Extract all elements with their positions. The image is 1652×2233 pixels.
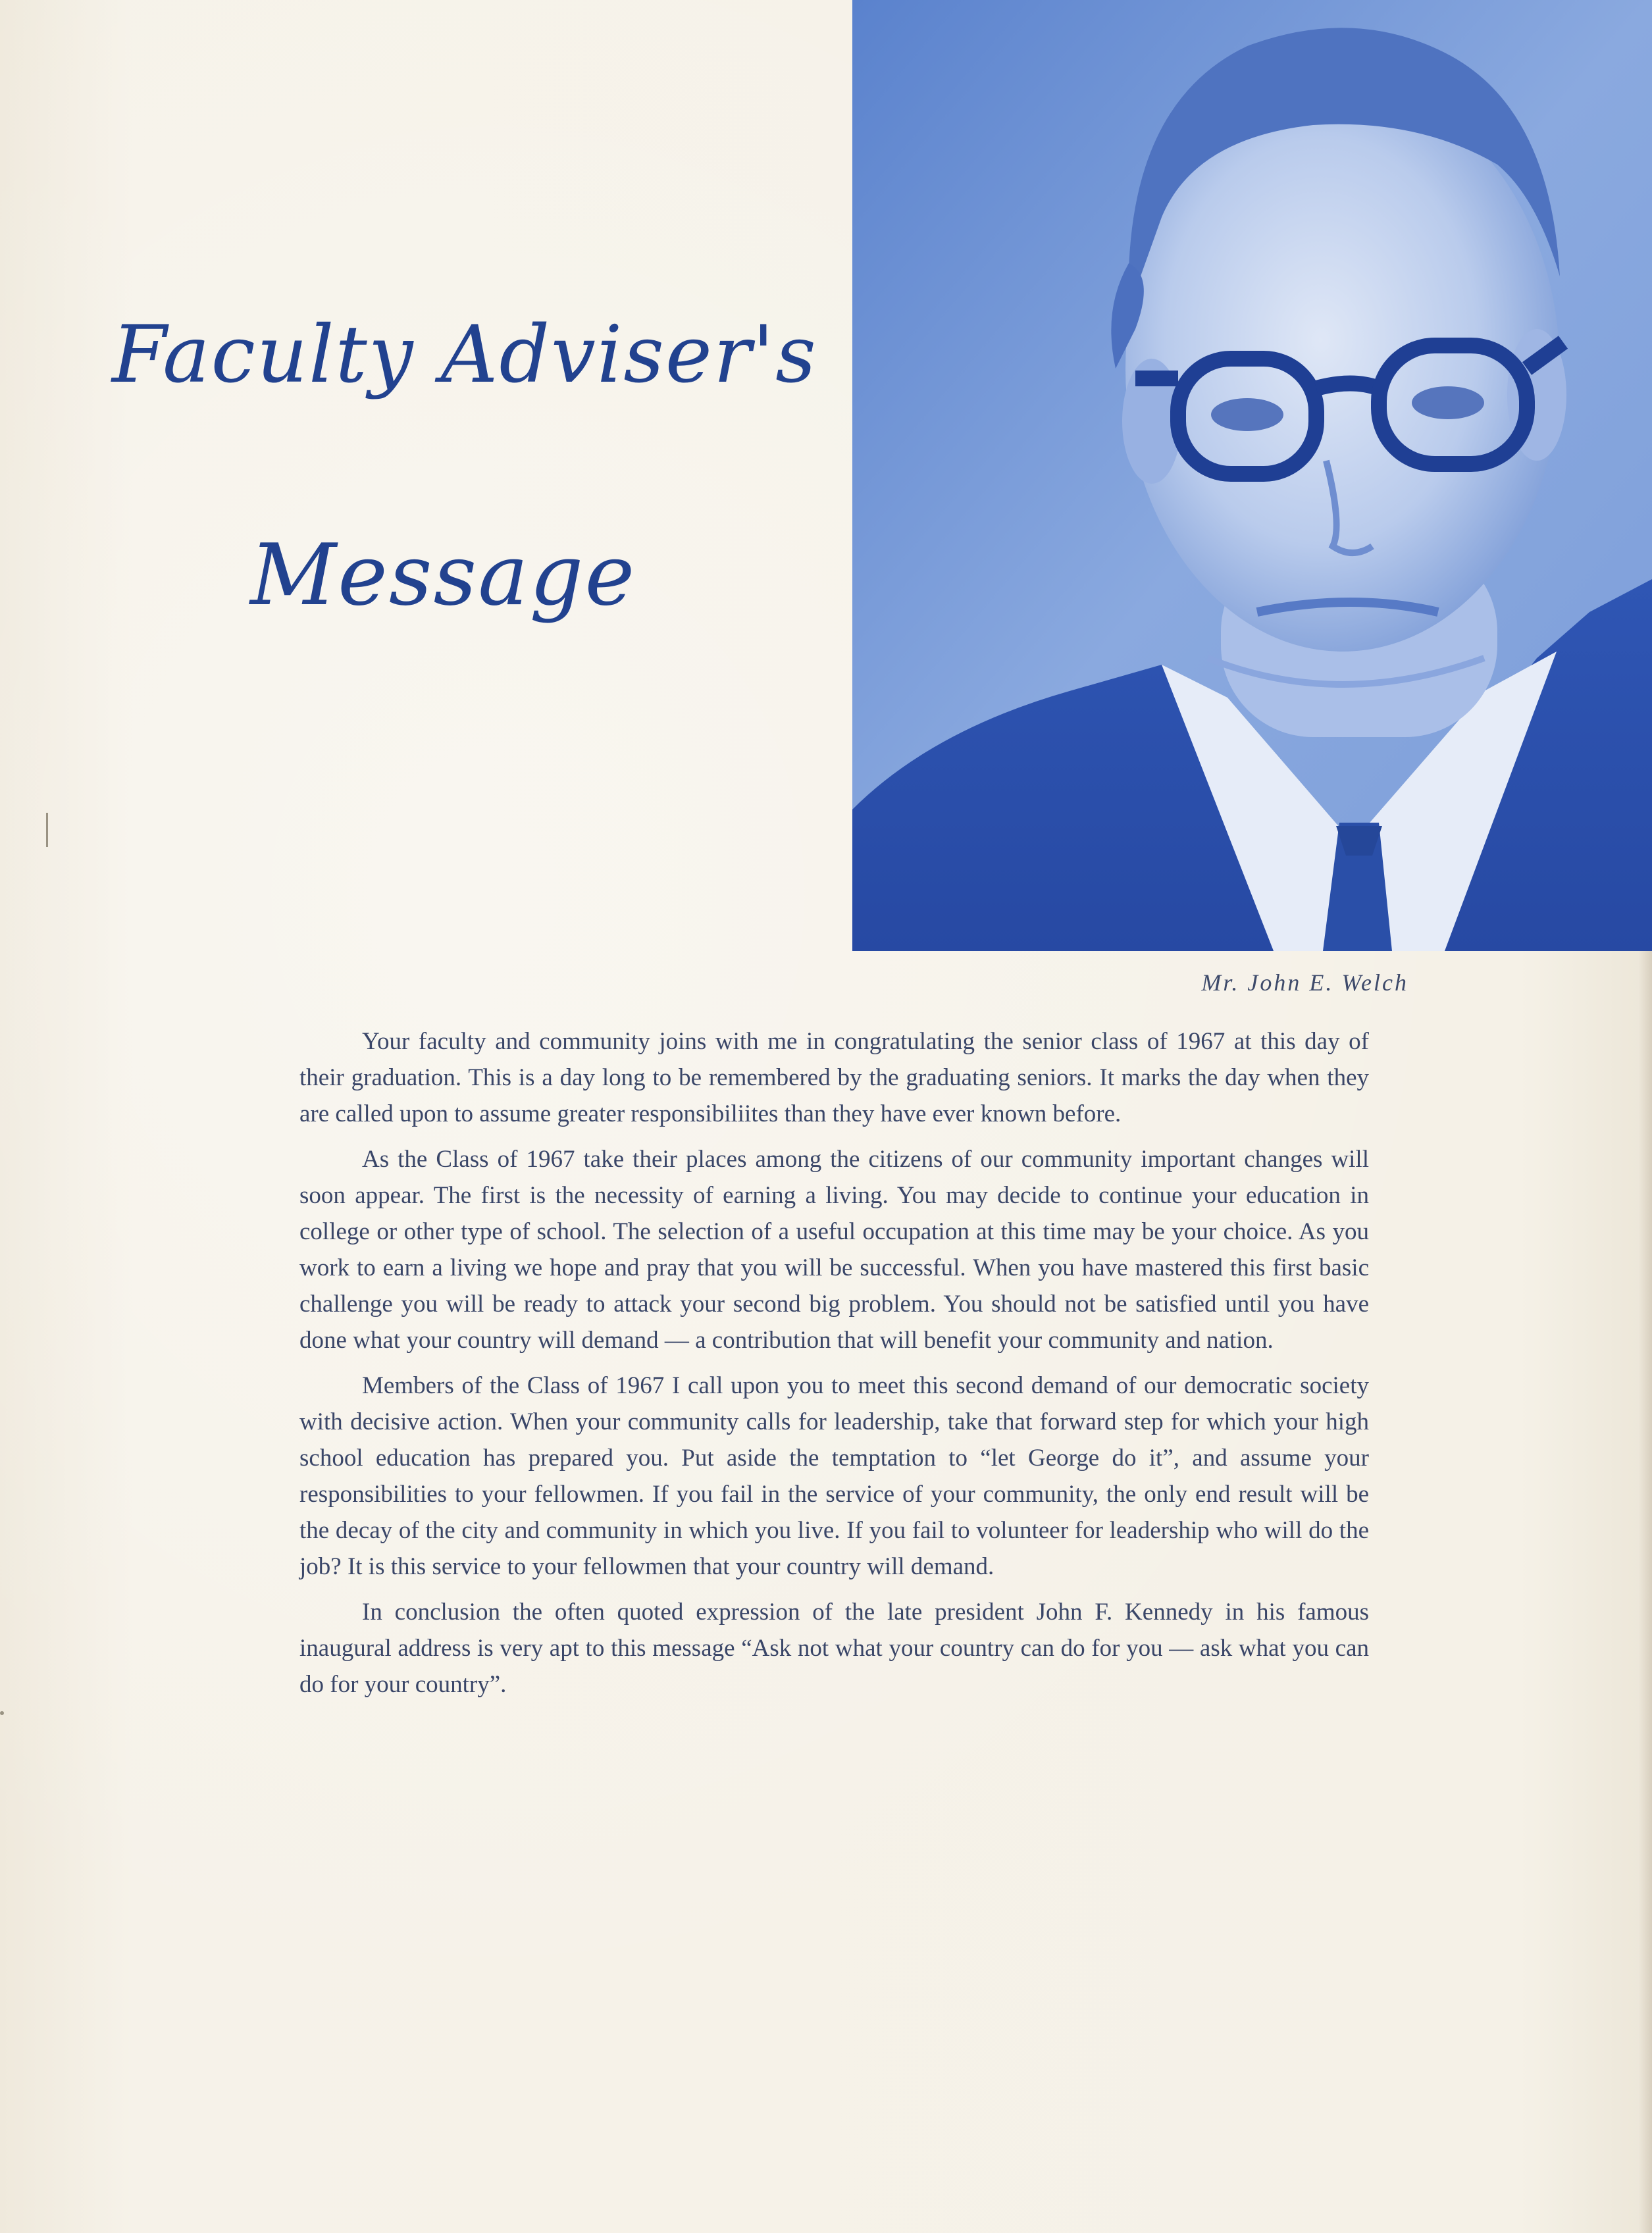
- page-title-line-1: Faculty Adviser's: [112, 309, 817, 401]
- paper-mark: [0, 1711, 4, 1715]
- paper-mark: [46, 813, 48, 847]
- letter-paragraph-3: Members of the Class of 1967 I call upon you to meet this second demand of our democratic society with decisive action. When your community calls for leadership, take that forward step for which your high school education has prepared you. Put aside the temptation to “let George do it”, and assume your responsibilities to your fellowmen. If you fail in the service of your community, the only end result will be the decay of the city and community in which you live. If you fail to volunteer for leadership who will do the job? It is this service to your fellowmen that your country will demand.: [299, 1372, 1369, 1580]
- portrait-photo: [852, 0, 1652, 951]
- photo-caption: Mr. John E. Welch: [1201, 969, 1408, 996]
- letter-body: [299, 1023, 1369, 1712]
- letter-paragraph-1: Your faculty and community joins with me in congratulating the senior class of 1967 at this day of their graduation. This is a day long to be remembered by the graduating seniors. It marks the day when they are called upon to assume greater responsibiliites than they have ever known before.: [299, 1028, 1369, 1127]
- page-title-line-2: Message: [250, 526, 636, 625]
- letter-paragraph-4: In conclusion the often quoted expression of the late president John F. Kennedy in his famous inaugural address is very apt to this message “Ask not what your country can do for you — ask what you can do for your country”.: [299, 1599, 1369, 1698]
- letter-paragraph-2: As the Class of 1967 take their places among the citizens of our community important changes will soon appear. The first is the necessity of earning a living. You may decide to continue your education in college or other type of school. The selection of a useful occupation at this time may be your choice. As you work to earn a living we hope and pray that you will be successful. When you have mastered this first basic challenge you will be ready to attack your second big problem. You should not be satisfied until you have done what your country will demand — a contribution that will benefit your community and nation.: [299, 1146, 1369, 1354]
